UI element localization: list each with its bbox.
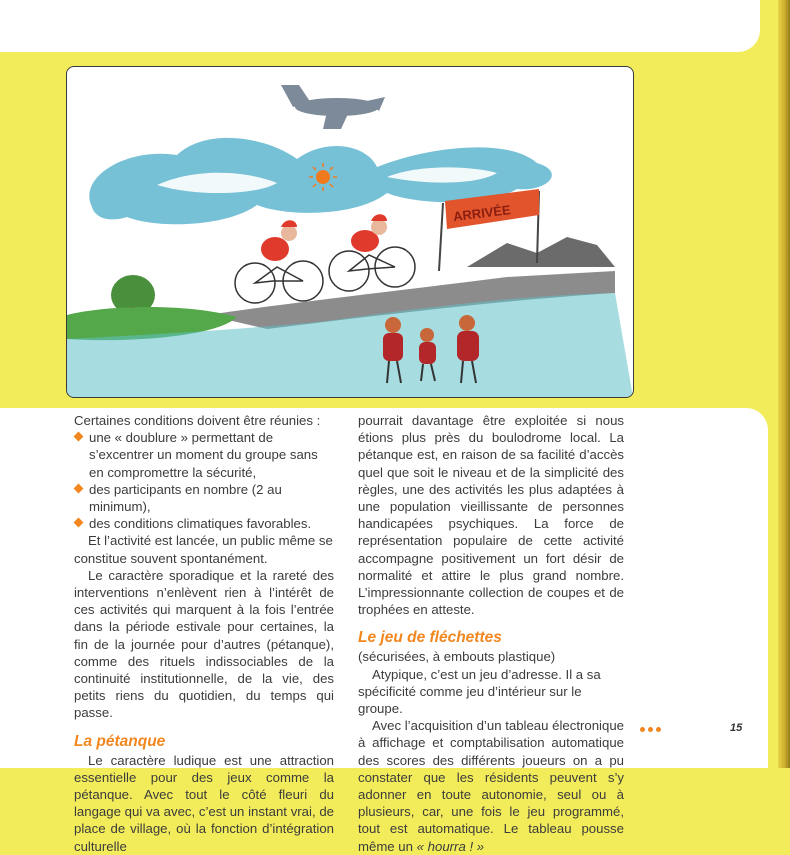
paragraph: pourrait davantage être exploitée si nous étions plus près du boulodrome local. La pétanque est, en raison de sa facilité d’accès quel que soit le niveau et de la simplicité des règles, une des activités les plus adaptées à une population vieillissante de personnes handicapées psychiques. La force de représentation populaire de cette activité accompagne positivement un fort désir de normalité et attire le plus grand nombre. L’impressionnante collection de coupes et de trophées en atteste.: [358, 413, 624, 618]
paragraph: Avec l’acquisition d’un tableau électronique à affichage et comptabilisation automatique des scores des différents joueurs on a pu constater que les résidents peuvent s’y adonner en toute autonomie, seul ou à plusieurs, car, une fois le jeu programmé, tout est automatique. Le tableau pousse même un « hourra ! »: [358, 718, 624, 854]
sun-shape: [316, 170, 330, 184]
decorative-dots: [640, 727, 661, 732]
hourra-quote: « hourra ! »: [416, 838, 485, 854]
paragraph: Atypique, c’est un jeu d’adresse. Il a sa spécificité comme jeu d’intérieur sur le groupe.: [358, 666, 601, 717]
section-subheading: (sécurisées, à embouts plastique): [358, 649, 556, 665]
list-item: une « doublure » permettant de s’excentrer un moment du groupe sans en compromettre la sécurité,: [74, 429, 334, 481]
paragraph: Et l’activité est lancée, un public même se constitue souvent spontanément.: [74, 533, 333, 566]
section-heading-flechettes: Le jeu de fléchettes: [358, 629, 502, 647]
airplane-drawing: [281, 85, 385, 129]
banner-text: ARRIVÉE: [452, 202, 512, 225]
dot-icon: [656, 727, 661, 732]
cyclist-1-drawing: [235, 220, 323, 303]
mountains-drawing: [467, 237, 615, 267]
conditions-intro: Certaines conditions doivent être réunies :: [74, 413, 321, 428]
right-text-column: [358, 412, 624, 855]
section-heading-petanque: La pétanque: [74, 732, 166, 750]
list-item: des conditions climatiques favorables.: [74, 515, 334, 532]
diamond-bullet-icon: [74, 432, 84, 442]
diamond-bullet-icon: [74, 518, 84, 528]
cyclist-2-drawing: [329, 214, 415, 291]
dot-icon: [648, 727, 653, 732]
child-drawing-illustration: [66, 66, 634, 398]
paragraph: Le caractère sporadique et la rareté des interventions n’enlèvent rien à l’intérêt de ces activités qui marquent à la fois l’entrée dans la période estivale pour certaines, la fin de la journée pour d’autres (pétanque), comme des rituels indissociables de la continuité institutionnelle, de la vie, des petits riens du quotidien, du temps qui passe.: [74, 567, 334, 721]
page-edge: [778, 0, 790, 768]
paragraph: Le caractère ludique est une attraction essentielle pour des jeux comme la pétanque. Avec tout le côté fleuri du langage qui va avec, c’est un instant vrai, de place de village, où la fonction d’intégration culturelle: [74, 752, 334, 854]
conditions-list: [74, 429, 334, 532]
page-number: 15: [730, 722, 743, 734]
diamond-bullet-icon: [74, 483, 84, 493]
left-text-column: [74, 412, 334, 855]
top-white-panel: [0, 0, 760, 52]
dot-icon: [640, 727, 645, 732]
list-item: des participants en nombre (2 au minimum),: [74, 481, 334, 515]
